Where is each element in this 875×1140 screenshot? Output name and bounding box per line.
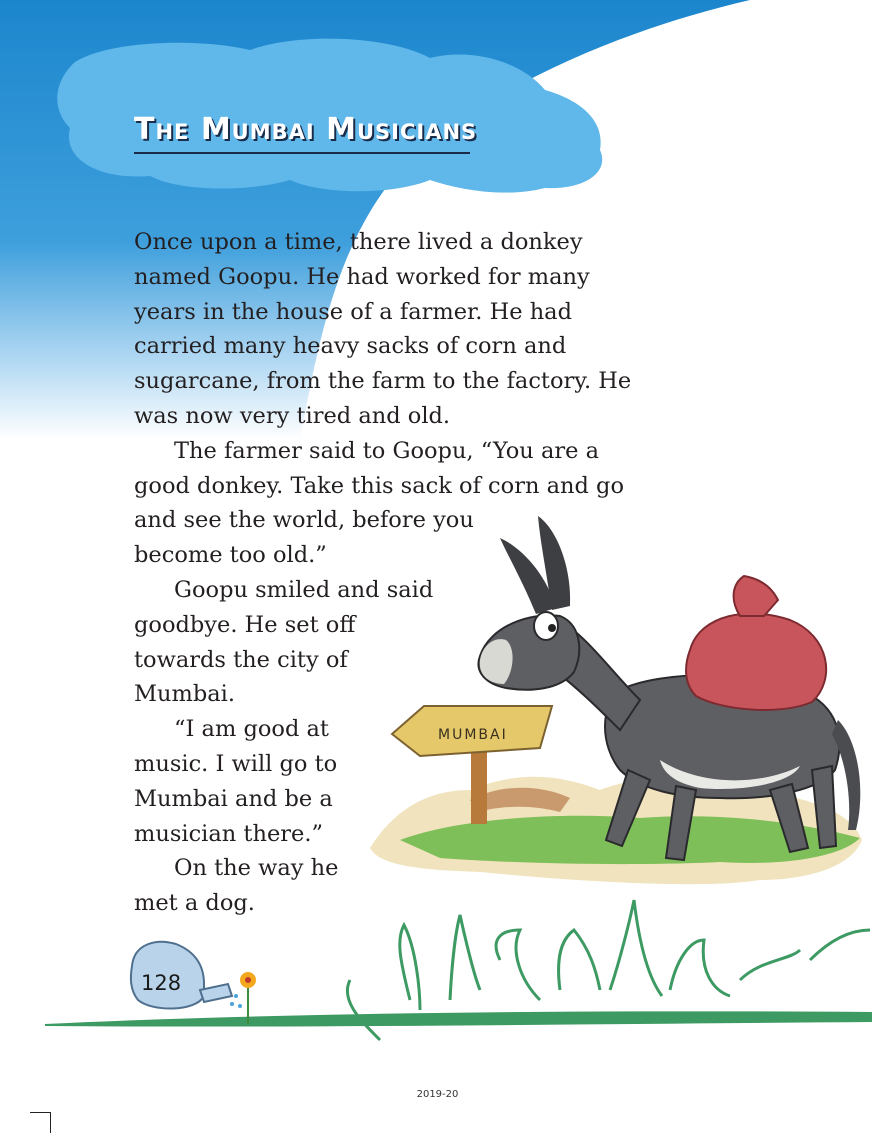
page-number: 128: [141, 971, 182, 995]
story-line: “I am good at: [174, 716, 329, 743]
story-line: sugarcane, from the farm to the factory. He: [134, 368, 632, 395]
story-line: On the way he: [174, 855, 339, 882]
story-line: music. I will go to: [134, 750, 338, 777]
story-text: [134, 225, 674, 921]
corn-sack-knot: [734, 576, 778, 616]
story-line: Goopu smiled and said: [174, 576, 434, 603]
story-line: carried many heavy sacks of corn and: [134, 333, 567, 360]
story-line: The farmer said to Goopu, “You are a: [174, 437, 600, 464]
page-title: The Mumbai Musicians: [134, 112, 478, 147]
green-ground-line: [45, 1011, 872, 1026]
story-line: good donkey. Take this sack of corn and go: [134, 472, 625, 499]
corn-sack: [686, 613, 826, 709]
story-line: years in the house of a farmer. He had: [134, 298, 573, 325]
story-line: named Goopu. He had worked for many: [134, 263, 590, 290]
story-line: and see the world, before you: [134, 507, 474, 534]
signpost-label: MUMBAI: [438, 727, 508, 743]
story-line: goodbye. He set off: [134, 611, 356, 638]
story-line: Once upon a time, there lived a donkey: [134, 229, 583, 255]
story-line: met a dog.: [134, 890, 255, 917]
story-line: Mumbai.: [134, 681, 236, 708]
story-line: Mumbai and be a: [134, 785, 333, 812]
story-line: was now very tired and old.: [134, 402, 451, 429]
story-line: become too old.”: [134, 542, 327, 569]
footer-year: 2019-20: [416, 1089, 459, 1100]
story-line: musician there.”: [134, 820, 323, 847]
story-line: towards the city of: [134, 646, 348, 673]
